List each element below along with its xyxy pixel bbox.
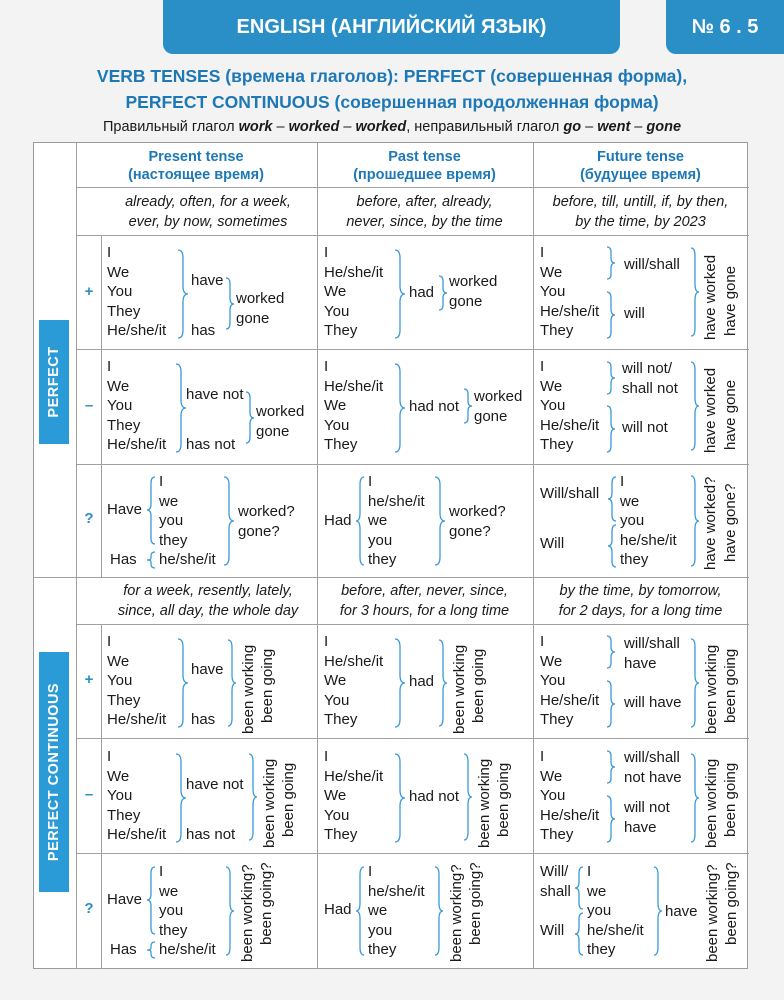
brace-icon [605, 404, 617, 454]
aux-Will-shall: Will/shall [540, 485, 600, 502]
pronoun-list: I We You He/she/it They [540, 244, 600, 339]
verb-vertical: been working? [239, 864, 256, 962]
verb-vertical: been going? [723, 862, 740, 945]
pronoun-list: I we you they he/she/it [159, 863, 216, 958]
brace-icon [689, 752, 701, 844]
header-title: ENGLISH (АНГЛИЙСКИЙ ЯЗЫК) [163, 0, 620, 54]
brace-icon [393, 752, 407, 844]
verb-list: worked? gone? [449, 503, 506, 540]
pronoun-list: I He/she/it We You They [324, 748, 384, 843]
verb-list: worked gone [449, 273, 498, 310]
brace-icon [433, 475, 447, 567]
pronoun-list: I We You They He/she/it [107, 244, 167, 339]
verb-vertical: been working [451, 644, 468, 734]
present-tense-header: Present tense (настоящее время) [128, 149, 264, 183]
verb-vertical: been going? [467, 862, 484, 945]
pronoun-list: I We You They He/she/it [107, 633, 167, 728]
verb-vertical: been working [240, 644, 257, 734]
brace-icon [244, 390, 256, 445]
verb-list: worked gone [474, 388, 523, 425]
brace-icon [393, 248, 407, 340]
verb-vertical: been working? [704, 864, 721, 962]
verb-vertical: been going [495, 762, 512, 837]
verb-vertical: have worked? [702, 476, 719, 570]
brace-icon [573, 911, 585, 957]
page-title-line1: VERB TENSES (времена глаголов): PERFECT (совершенная форма), [96, 66, 688, 86]
aux-have: have [191, 272, 224, 289]
verb-vertical: been working [261, 758, 278, 848]
verb-examples: Правильный глагол work – worked – worked, неправильный глагол go – went – gone [102, 119, 682, 135]
brace-icon [462, 387, 474, 425]
sign-minus: – [84, 786, 94, 803]
brace-icon [393, 637, 407, 729]
aux-will-not: will not [622, 419, 668, 436]
pronoun-list: I he/she/it we you they [368, 863, 425, 958]
brace-icon [145, 475, 157, 547]
sign-plus: + [84, 283, 94, 300]
brace-icon [224, 865, 236, 957]
pronoun-list: I We You He/she/it They [540, 633, 600, 728]
verb-vertical: have worked [702, 254, 719, 340]
brace-icon [222, 475, 236, 567]
pronoun-list: I We You They He/she/it [107, 748, 167, 843]
perfect-future-markers: before, till, untill, if, by then, by the time, by 2023 [552, 194, 729, 230]
brace-icon [393, 362, 407, 454]
brace-icon [605, 634, 617, 670]
aux-have-not: have not [186, 386, 244, 403]
verb-vertical: have worked [702, 367, 719, 453]
brace-icon [605, 245, 617, 281]
verb-vertical: been going [280, 762, 297, 837]
brace-icon [689, 474, 701, 568]
aux-Will: Will [540, 922, 565, 939]
verb-list: worked? gone? [238, 503, 295, 540]
pronoun-list: I he/she/it we you they [368, 473, 425, 568]
verb-vertical: been going [722, 648, 739, 723]
aux-will-shall: will/shall [624, 256, 680, 273]
brace-icon [226, 638, 238, 728]
verb-vertical: have gone [722, 265, 739, 336]
brace-icon [354, 865, 366, 957]
brace-icon [605, 360, 617, 396]
aux-Will: Will [540, 535, 565, 552]
sign-plus: + [84, 671, 94, 688]
brace-icon [145, 550, 157, 570]
brace-icon [605, 794, 617, 844]
brace-icon [573, 865, 585, 911]
perfect-present-markers: already, often, for a week, ever, by now, sometimes [125, 194, 291, 230]
continuous-section-label: PERFECT CONTINUOUS [39, 652, 69, 892]
pronoun-list: I He/she/it We You They [324, 244, 384, 339]
brace-icon [689, 360, 701, 452]
aux-will-not-have: will not have [624, 799, 670, 836]
verb-vertical: been working [703, 758, 720, 848]
card-number: № 6 . 5 [666, 0, 784, 54]
verb-vertical: been working [703, 644, 720, 734]
sign-question: ? [84, 510, 94, 527]
pronoun-list: I We You They He/she/it [107, 358, 167, 453]
brace-icon [433, 865, 445, 957]
aux-had: had [409, 284, 435, 301]
aux-have: have [191, 661, 224, 678]
pronoun-list: I we you he/she/it they [587, 863, 644, 958]
aux-Had: Had [324, 901, 352, 918]
brace-icon [689, 246, 701, 338]
continuous-past-markers: before, after, never, since, for 3 hours, for a long time [339, 583, 510, 619]
brace-icon [145, 940, 157, 960]
page-title-line2: PERFECT CONTINUOUS (совершенная продолженная форма) [125, 92, 659, 112]
verb-vertical: have gone [722, 379, 739, 450]
continuous-future-markers: by the time, by tomorrow, for 2 days, for a long time [558, 583, 723, 619]
aux-Had: Had [324, 512, 352, 529]
brace-icon [224, 276, 236, 331]
past-tense-header: Past tense (прошедшее время) [353, 149, 496, 183]
sign-minus: – [84, 397, 94, 414]
pronoun-list: I He/she/it We You They [324, 633, 384, 728]
aux-has: has [191, 322, 216, 339]
aux-Have: Have [107, 501, 143, 518]
aux-have-not: have not [186, 776, 244, 793]
perfect-section-label: PERFECT [39, 320, 69, 444]
continuous-present-markers: for a week, resently, lately, since, all day, the whole day [117, 583, 299, 619]
brace-icon [605, 290, 617, 340]
brace-icon [652, 865, 664, 957]
pronoun-list: I we you he/she/it they [620, 473, 677, 568]
verb-vertical: been going [259, 648, 276, 723]
brace-icon [176, 637, 190, 729]
brace-icon [437, 274, 449, 312]
brace-icon [145, 865, 157, 937]
aux-will: will [624, 305, 645, 322]
brace-icon [462, 752, 474, 842]
aux-has-not: has not [186, 826, 236, 843]
verb-list: worked gone [256, 403, 305, 440]
aux-will-have: will have [624, 694, 682, 711]
verb-list: worked gone [236, 290, 285, 327]
aux-had-not: had not [409, 398, 460, 415]
aux-Has: Has [110, 551, 137, 568]
verb-vertical: have gone? [722, 483, 739, 562]
aux-has-not: has not [186, 436, 236, 453]
brace-icon [437, 638, 449, 728]
aux-Will-shall-split: Will/ shall [540, 863, 571, 900]
brace-icon [606, 523, 618, 569]
brace-icon [606, 475, 618, 523]
aux-had: had [409, 673, 435, 690]
verb-vertical: been going [470, 648, 487, 723]
sign-question: ? [84, 900, 94, 917]
aux-Has: Has [110, 941, 137, 958]
aux-will-not-shall-not: will not/ shall not [622, 360, 678, 397]
aux-will-shall-not-have: will/shall not have [624, 749, 682, 786]
brace-icon [354, 475, 366, 567]
aux-will-shall-have: will/shall have [624, 635, 680, 672]
verb-vertical: been going [722, 762, 739, 837]
brace-icon [605, 749, 617, 785]
verb-vertical: been working [476, 758, 493, 848]
aux-has: has [191, 711, 216, 728]
aux-had-not: had not [409, 788, 460, 805]
brace-icon [176, 248, 190, 340]
brace-icon [689, 637, 701, 729]
aux-Have: Have [107, 891, 143, 908]
pronoun-list: I He/she/it We You They [324, 358, 384, 453]
aux-have: have [665, 903, 698, 920]
verb-vertical: been going? [258, 862, 275, 945]
pronoun-list: I We You He/she/it They [540, 748, 600, 843]
perfect-past-markers: before, after, already, never, since, by the time [346, 194, 503, 230]
pronoun-list: I We You He/she/it They [540, 358, 600, 453]
verb-vertical: been working? [448, 864, 465, 962]
future-tense-header: Future tense (будущее время) [580, 149, 701, 183]
pronoun-list: I we you they he/she/it [159, 473, 216, 568]
brace-icon [247, 752, 259, 842]
brace-icon [605, 679, 617, 729]
